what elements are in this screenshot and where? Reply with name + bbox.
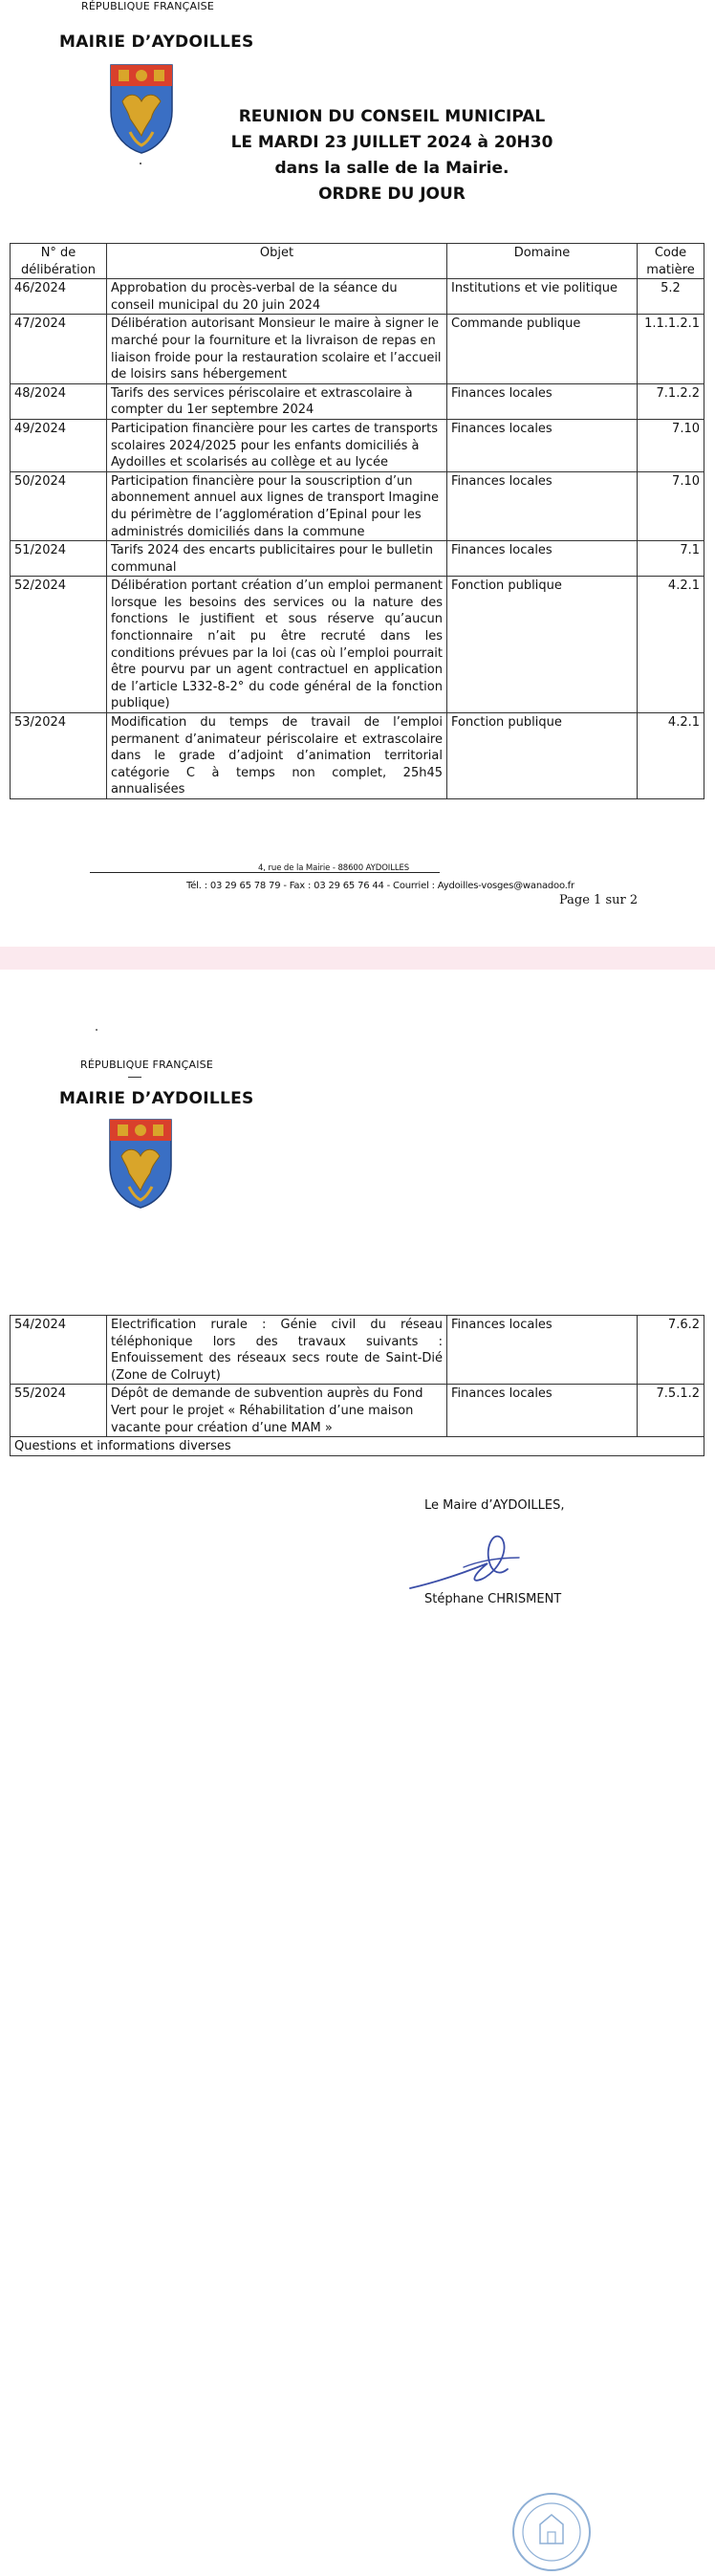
cell-objet: Participation financière pour les cartes de transports scolaires 2024/2025 pour les enfants domiciliés à Aydoilles et scolarisés au collège et au lycée — [107, 419, 447, 471]
cell-numero: 51/2024 — [11, 541, 107, 577]
mairie-title: MAIRIE D’AYDOILLES — [59, 33, 254, 52]
signature-title: Le Maire d’AYDOILLES, — [424, 1498, 565, 1513]
mairie-stamp-icon — [473, 2488, 597, 2576]
cell-objet: Approbation du procès-verbal de la séance du conseil municipal du 20 juin 2024 — [107, 279, 447, 315]
table-row — [11, 315, 704, 383]
mairie-title: MAIRIE D’AYDOILLES — [59, 1089, 254, 1108]
table-row-questions — [11, 1437, 704, 1456]
table-row — [11, 577, 704, 713]
cell-code: 7.1 — [638, 541, 704, 577]
cell-numero: 52/2024 — [11, 577, 107, 713]
cell-numero: 48/2024 — [11, 383, 107, 419]
cell-code: 4.2.1 — [638, 577, 704, 713]
cell-objet: Participation financière pour la souscription d’un abonnement annuel aux lignes de transport Imagine du périmètre de l’agglomération d’Epinal pour les administrés domiciliés dans la commune — [107, 471, 447, 540]
cell-numero: 47/2024 — [11, 315, 107, 383]
table-header-row — [11, 244, 704, 279]
heading-line-3: dans la salle de la Mairie. — [274, 159, 509, 178]
page-number: Page 1 sur 2 — [559, 893, 639, 907]
header-code: Code matière — [638, 244, 704, 279]
cell-domaine: Finances locales — [447, 419, 638, 471]
cell-objet: Dépôt de demande de subvention auprès du Fond Vert pour le projet « Réhabilitation d’une maison vacante pour création d’une MAM » — [107, 1385, 447, 1437]
cell-domaine: Finances locales — [447, 1316, 638, 1385]
heading-line-1: REUNION DU CONSEIL MUNICIPAL — [238, 107, 546, 126]
cell-code: 7.6.2 — [638, 1316, 704, 1385]
cell-numero: 49/2024 — [11, 419, 107, 471]
decorative-dot — [96, 1029, 98, 1031]
divider-dash — [128, 1077, 141, 1078]
cell-objet: Délibération portant création d’un emploi permanent lorsque les besoins des services ou la nature des fonctions le justifient et sous réserve qu’aucun fonctionnaire n’ait pu être recruté dans les conditions prévues par la loi (cas où l’emploi pourrait être pourvu par un agent contractuel en application de l’article L332-8-2° du code général de la fonction publique) — [107, 577, 447, 713]
cell-objet: Délibération autorisant Monsieur le maire à signer le marché pour la fourniture et la livraison de repas en liaison froide pour la restauration scolaire et l’accueil de loisirs sans hébergement — [107, 315, 447, 383]
header-objet: Objet — [107, 244, 447, 279]
cell-domaine: Commande publique — [447, 315, 638, 383]
cell-numero: 53/2024 — [11, 713, 107, 799]
cell-questions: Questions et informations diverses — [11, 1437, 704, 1456]
agenda-table-continued — [10, 1315, 704, 1456]
header-domaine: Domaine — [447, 244, 638, 279]
cell-domaine: Finances locales — [447, 1385, 638, 1437]
republique-francaise-label: RÉPUBLIQUE FRANÇAISE — [81, 0, 215, 12]
table-row — [11, 383, 704, 419]
cell-code: 7.10 — [638, 419, 704, 471]
republique-francaise-label: RÉPUBLIQUE FRANÇAISE — [80, 1059, 214, 1071]
cell-numero: 54/2024 — [11, 1316, 107, 1385]
footer-address: 4, rue de la Mairie - 88600 AYDOILLES — [258, 863, 410, 873]
cell-domaine: Finances locales — [447, 383, 638, 419]
cell-domaine: Finances locales — [447, 541, 638, 577]
table-row — [11, 713, 704, 799]
cell-code: 7.10 — [638, 471, 704, 540]
cell-numero: 46/2024 — [11, 279, 107, 315]
cell-domaine: Institutions et vie politique — [447, 279, 638, 315]
table-row — [11, 471, 704, 540]
cell-objet: Electrification rurale : Génie civil du réseau téléphonique lors des travaux suivants : Enfouissement des réseaux secs route de Saint-Dié (Zone de Colruyt) — [107, 1316, 447, 1385]
agenda-table — [10, 243, 704, 799]
cell-code: 7.1.2.2 — [638, 383, 704, 419]
heading-line-2: LE MARDI 23 JUILLET 2024 à 20H30 — [230, 133, 553, 152]
signer-name: Stéphane CHRISMENT — [424, 1592, 562, 1606]
page-1 — [0, 0, 715, 947]
page-separator — [0, 947, 715, 970]
cell-code: 5.2 — [638, 279, 704, 315]
table-row — [11, 1385, 704, 1437]
header-numero: N° de délibération — [11, 244, 107, 279]
cell-numero: 50/2024 — [11, 471, 107, 540]
cell-code: 4.2.1 — [638, 713, 704, 799]
cell-code: 1.1.1.2.1 — [638, 315, 704, 383]
footer-divider — [90, 872, 440, 873]
page-2 — [0, 970, 715, 1678]
cell-domaine: Fonction publique — [447, 577, 638, 713]
cell-numero: 55/2024 — [11, 1385, 107, 1437]
decorative-dot — [140, 163, 141, 164]
table-row — [11, 279, 704, 315]
footer-contact: Tél. : 03 29 65 78 79 - Fax : 03 29 65 76 44 - Courriel : Aydoilles-vosges@wanadoo.fr — [186, 881, 574, 891]
heading-line-4: ORDRE DU JOUR — [318, 185, 466, 204]
cell-objet: Modification du temps de travail de l’emploi permanent d’animateur périscolaire et extrascolaire dans le grade d’adjoint d’animation territorial catégorie C à temps non complet, 25h45 annualisées — [107, 713, 447, 799]
meeting-heading — [191, 104, 593, 207]
cell-domaine: Finances locales — [447, 471, 638, 540]
cell-code: 7.5.1.2 — [638, 1385, 704, 1437]
cell-objet: Tarifs 2024 des encarts publicitaires pour le bulletin communal — [107, 541, 447, 577]
table-row — [11, 419, 704, 471]
table-row — [11, 541, 704, 577]
signature-icon — [406, 1529, 550, 1596]
coat-of-arms-icon — [108, 1118, 173, 1210]
coat-of-arms-icon — [109, 63, 174, 155]
cell-objet: Tarifs des services périscolaire et extrascolaire à compter du 1er septembre 2024 — [107, 383, 447, 419]
table-row — [11, 1316, 704, 1385]
cell-domaine: Fonction publique — [447, 713, 638, 799]
